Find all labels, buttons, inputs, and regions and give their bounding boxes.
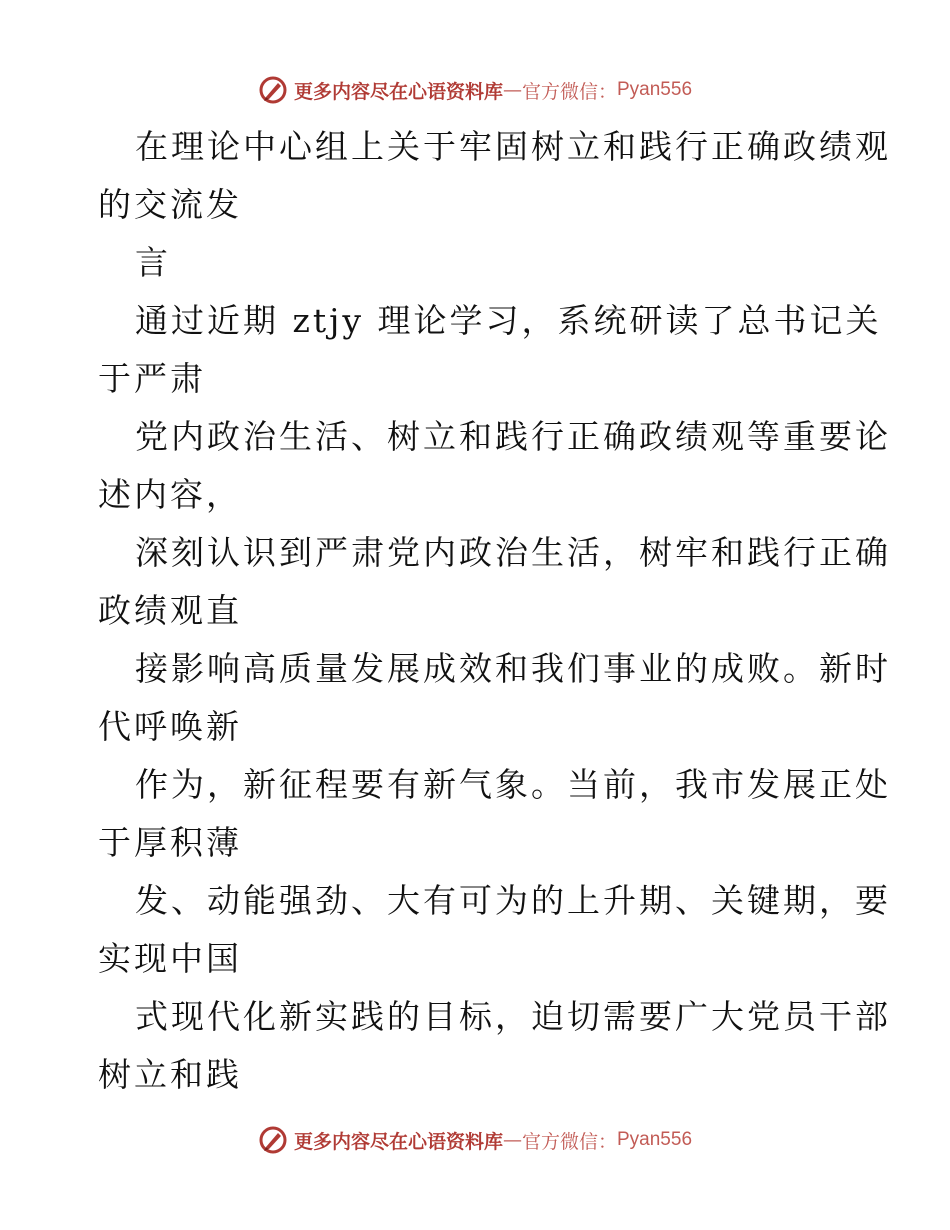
text-line: 政绩观直 [98,591,242,630]
text-line: 接影响高质量发展成效和我们事业的成败。新时 [135,649,891,688]
text-line: 言 [135,243,171,282]
text-line: 代呼唤新 [98,707,242,746]
text-line: 发、动能强劲、大有可为的上升期、关键期，要 [135,881,891,920]
text-line: 实现中国 [98,939,242,978]
text-line: 树立和践 [98,1055,242,1094]
text-line: 的交流发 [98,185,242,224]
pen-logo-icon [258,75,288,105]
text-line: 于严肃 [98,359,206,398]
document-body [98,118,891,1104]
watermark-contact-label: 官方微信： [521,80,617,103]
text-line: 式现代化新实践的目标，迫切需要广大党员干部 [135,997,891,1036]
watermark-contact-label: 官方微信： [521,1130,617,1153]
watermark-contact-id: Pyan556 [617,1129,693,1150]
text-line: 于厚积薄 [98,823,242,862]
text-line: 通过近期 ztjy 理论学习，系统研读了总书记关 [135,301,882,340]
text-line: 深刻认识到严肃党内政治生活，树牢和践行正确 [135,533,891,572]
text-line: 在理论中心组上关于牢固树立和践行正确政绩观 [135,127,891,166]
footer-watermark [0,1120,950,1160]
header-watermark [0,70,950,110]
watermark-contact-id: Pyan556 [617,79,693,100]
text-line: 述内容， [98,475,242,514]
text-line: 作为，新征程要有新气象。当前，我市发展正处 [135,765,891,804]
text-line: 党内政治生活、树立和践行正确政绩观等重要论 [135,417,891,456]
pen-logo-icon [258,1125,288,1155]
watermark-brand: 更多内容尽在心语资料库 [293,1130,503,1153]
watermark-dash: — [502,79,522,101]
watermark-dash: — [502,1129,522,1151]
watermark-brand: 更多内容尽在心语资料库 [293,80,503,103]
